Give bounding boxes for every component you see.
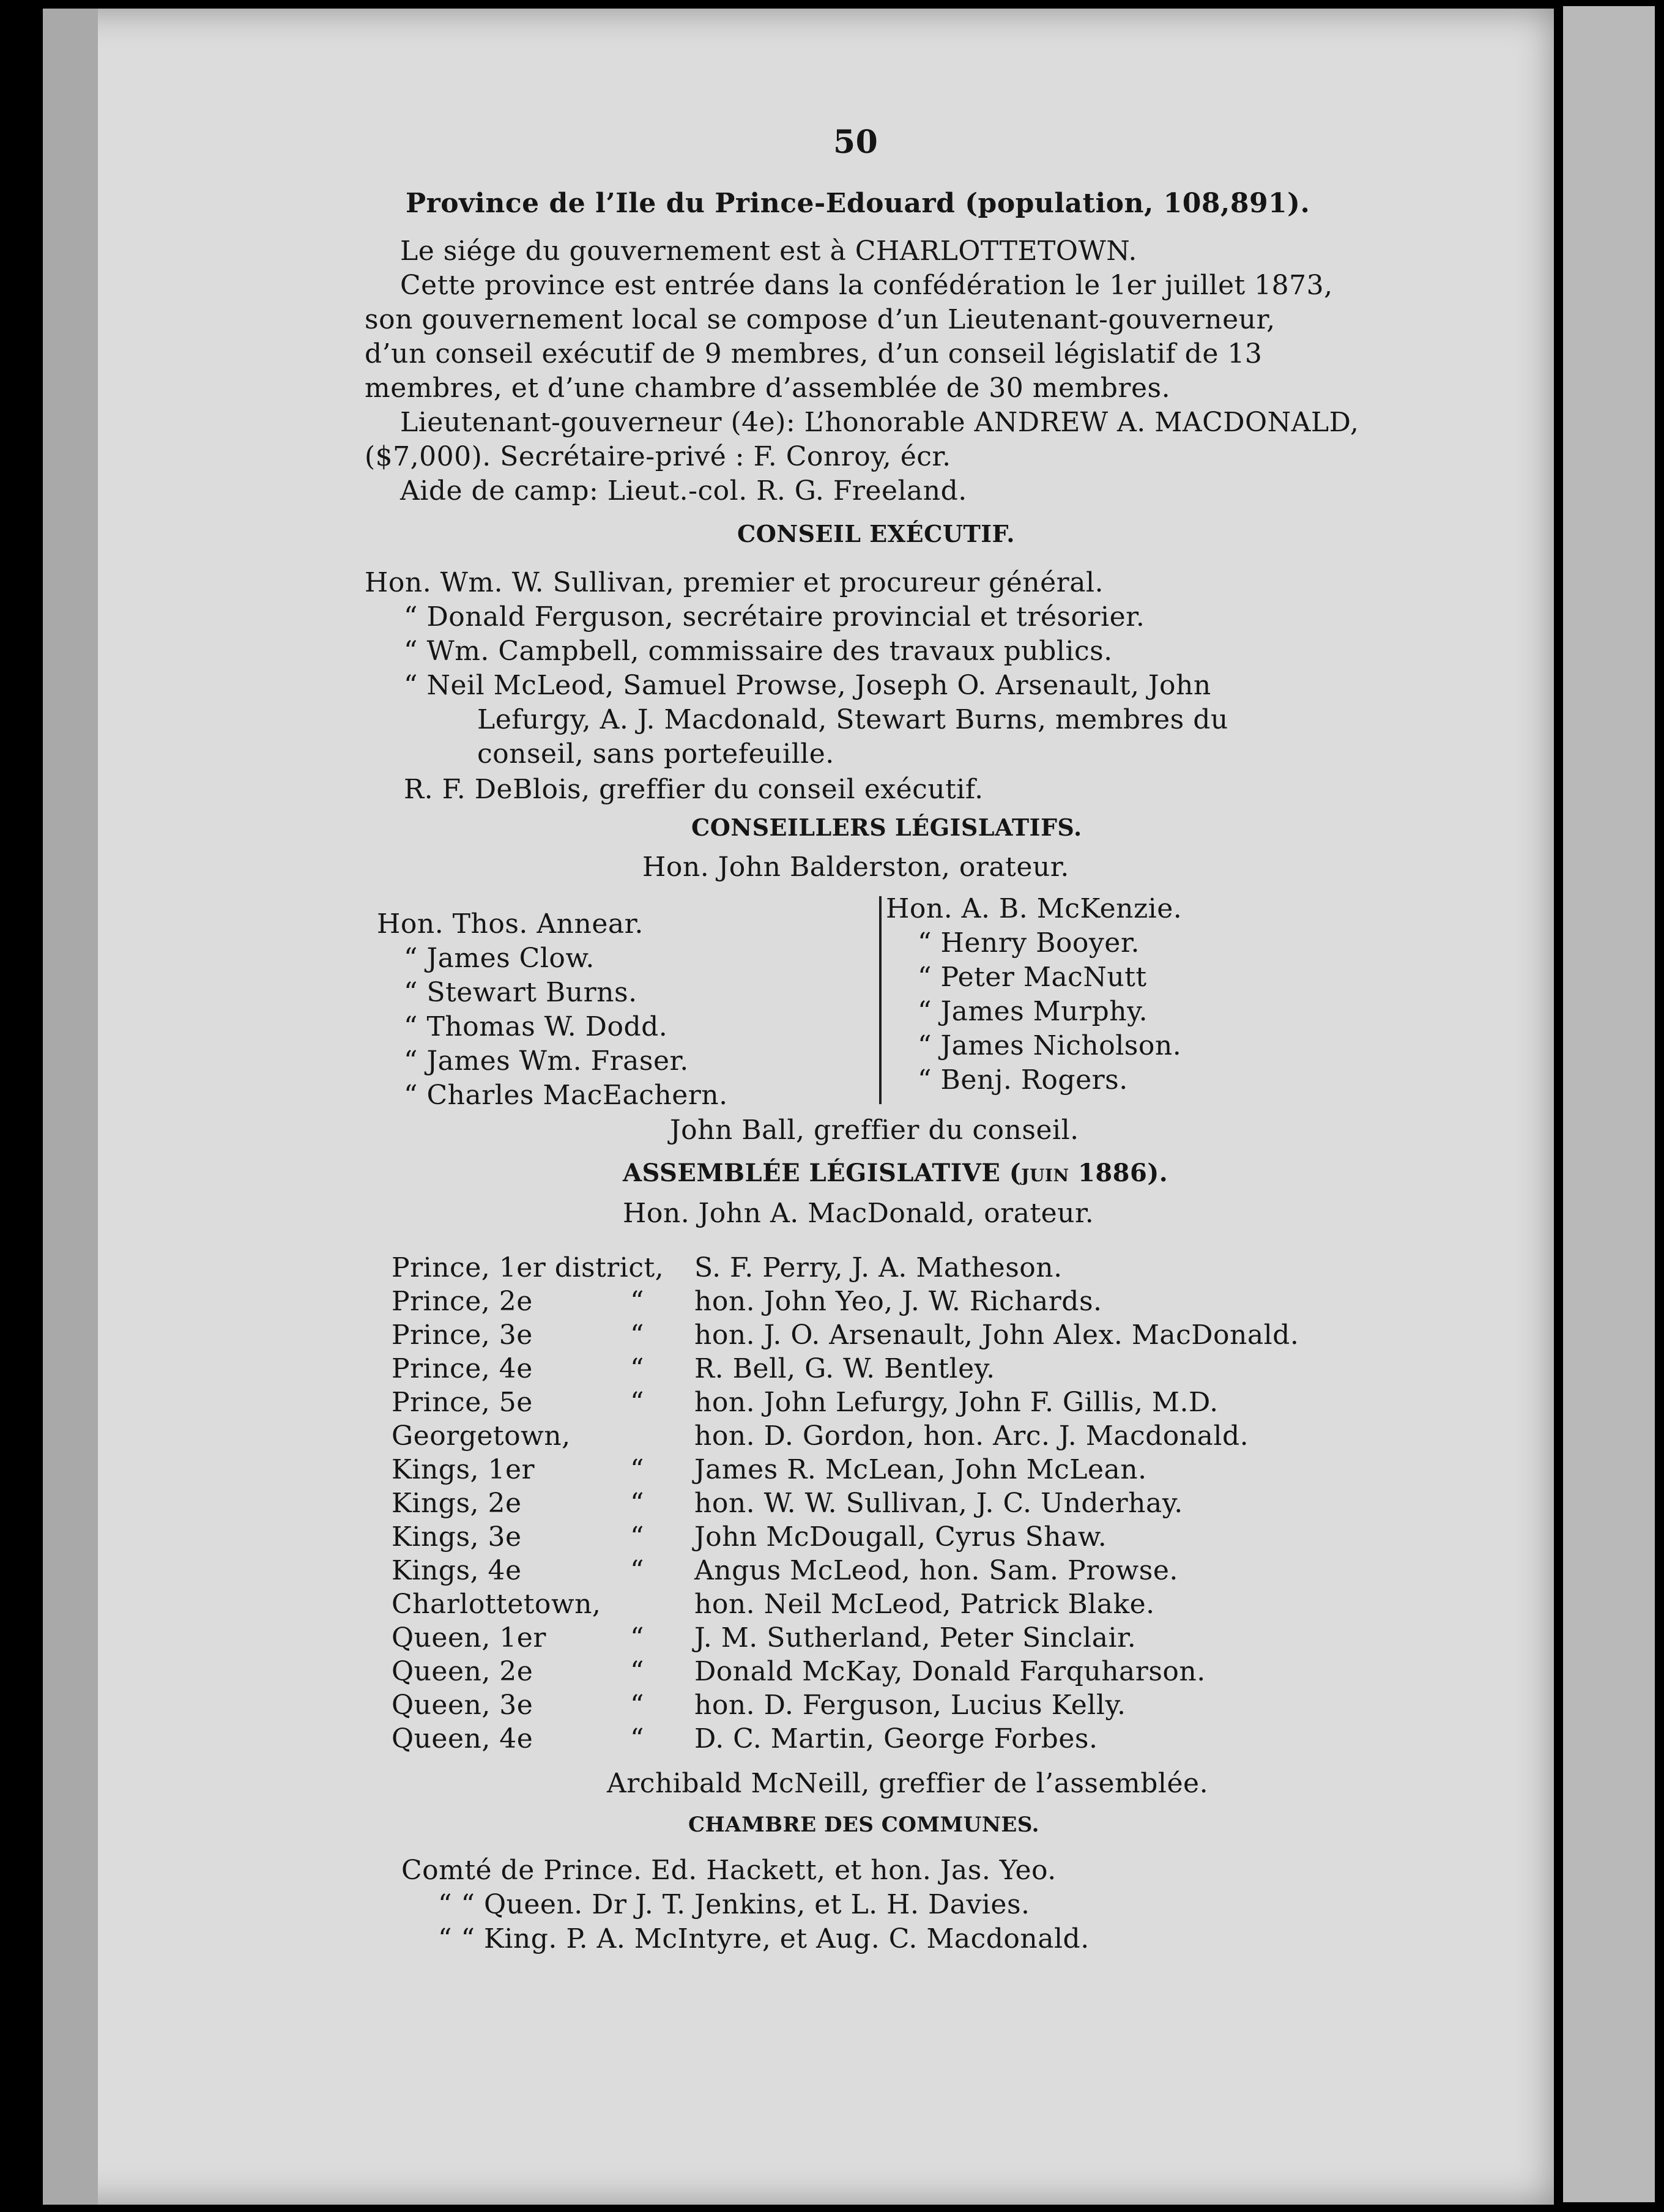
assembly-district: Queen, 4e [392, 1723, 533, 1754]
assembly-members: Angus McLeod, hon. Sam. Prowse. [694, 1555, 1178, 1586]
assembly-members: Donald McKay, Donald Farquharson. [694, 1656, 1206, 1687]
ditto-mark: “ [630, 1622, 644, 1653]
ditto-mark: “ [630, 1353, 644, 1384]
assembly-members: hon. D. Gordon, hon. Arc. J. Macdonald. [694, 1420, 1249, 1452]
assembly-members: S. F. Perry, J. A. Matheson. [694, 1252, 1063, 1283]
councillor-right: “ James Nicholson. [918, 1030, 1182, 1061]
page-title [406, 187, 1310, 221]
councillor-left: “ Stewart Burns. [404, 977, 637, 1008]
section-heading-assemblee: ASSEMBLÉE LÉGISLATIVE (juin 1886). [623, 1159, 1168, 1187]
assembly-members: hon. J. O. Arsenault, John Alex. MacDonald. [694, 1319, 1299, 1351]
councillor-right: “ James Murphy. [918, 996, 1148, 1027]
ditto-mark: “ [630, 1454, 644, 1485]
executive-line: Hon. Wm. W. Sullivan, premier et procureur général. [365, 567, 1104, 598]
ditto-mark: “ [630, 1488, 644, 1519]
council-speaker: Hon. John Balderston, orateur. [642, 852, 1069, 883]
section-heading-communes: CHAMBRE DES COMMUNES. [688, 1813, 1040, 1837]
councillor-left: “ Charles MacEachern. [404, 1080, 728, 1111]
assembly-district: Queen, 3e [392, 1690, 533, 1721]
assembly-members: J. M. Sutherland, Peter Sinclair. [694, 1622, 1137, 1653]
intro-line: ($7,000). Secrétaire-privé : F. Conroy, écr. [365, 441, 951, 472]
councillor-right: “ Henry Booyer. [918, 927, 1140, 959]
councillor-left: “ James Clow. [404, 943, 595, 974]
intro-line: d’un conseil exécutif de 9 membres, d’un conseil législatif de 13 [365, 338, 1263, 369]
intro-line: Lieutenant-gouverneur (4e): L’honorable ANDREW A. MACDONALD, [400, 407, 1359, 438]
ditto-mark: “ [630, 1521, 644, 1553]
intro-line: membres, et d’une chambre d’assemblée de 30 membres. [365, 373, 1171, 404]
councillor-right: “ Peter MacNutt [918, 962, 1147, 993]
assembly-district: Prince, 1er district, [392, 1252, 664, 1283]
assembly-district: Prince, 5e [392, 1387, 533, 1418]
executive-line: Lefurgy, A. J. Macdonald, Stewart Burns, membres du [477, 704, 1228, 735]
assembly-speaker: Hon. John A. MacDonald, orateur. [623, 1198, 1094, 1229]
assembly-district: Prince, 4e [392, 1353, 533, 1384]
intro-line: Aide de camp: Lieut.-col. R. G. Freeland. [400, 475, 967, 507]
section-heading-conseillers: CONSEILLERS LÉGISLATIFS. [691, 814, 1082, 841]
executive-line: conseil, sans portefeuille. [477, 738, 834, 770]
councillor-left: “ Thomas W. Dodd. [404, 1011, 668, 1042]
assembly-members: John McDougall, Cyrus Shaw. [694, 1521, 1107, 1553]
assembly-members: hon. John Yeo, J. W. Richards. [694, 1286, 1102, 1317]
commons-line: Comté de Prince. Ed. Hackett, et hon. Jas. Yeo. [401, 1855, 1057, 1886]
ditto-mark: “ [630, 1286, 644, 1317]
facing-page-edge [1563, 6, 1655, 2202]
assembly-members: hon. D. Ferguson, Lucius Kelly. [694, 1690, 1126, 1721]
page-gutter [43, 9, 98, 2205]
assembly-members: hon. W. W. Sullivan, J. C. Underhay. [694, 1488, 1183, 1519]
executive-line: R. F. DeBlois, greffier du conseil exécutif. [404, 774, 984, 805]
assembly-district: Queen, 2e [392, 1656, 533, 1687]
assembly-district: Kings, 4e [392, 1555, 522, 1586]
councillor-left: Hon. Thos. Annear. [377, 908, 644, 940]
section-heading-conseil-executif: CONSEIL EXÉCUTIF. [737, 520, 1015, 547]
ditto-mark: “ [630, 1319, 644, 1351]
assembly-clerk: Archibald McNeill, greffier de l’assemblée. [607, 1768, 1209, 1799]
province-title: Province de l’Ile du Prince-Edouard [406, 188, 956, 219]
page-number: 50 [833, 124, 878, 161]
assembly-district: Prince, 3e [392, 1319, 533, 1351]
population-note: (population, 108,891). [965, 188, 1310, 219]
ditto-mark: “ [630, 1723, 644, 1754]
assembly-members: hon. John Lefurgy, John F. Gillis, M.D. [694, 1387, 1219, 1418]
ditto-mark: “ [630, 1690, 644, 1721]
assembly-district: Kings, 2e [392, 1488, 522, 1519]
council-clerk: John Ball, greffier du conseil. [670, 1115, 1079, 1146]
ditto-mark: “ [630, 1555, 644, 1586]
councillor-right: Hon. A. B. McKenzie. [886, 893, 1183, 924]
assembly-members: D. C. Martin, George Forbes. [694, 1723, 1098, 1754]
ditto-mark: “ [630, 1656, 644, 1687]
councillor-right: “ Benj. Rogers. [918, 1064, 1128, 1096]
executive-line: “ Wm. Campbell, commissaire des travaux publics. [404, 636, 1113, 667]
commons-line: “ “ King. P. A. McIntyre, et Aug. C. Macdonald. [438, 1923, 1090, 1954]
assembly-district: Kings, 1er [392, 1454, 535, 1485]
assembly-district: Kings, 3e [392, 1521, 522, 1553]
commons-line: “ “ Queen. Dr J. T. Jenkins, et L. H. Davies. [438, 1889, 1030, 1920]
executive-line: “ Neil McLeod, Samuel Prowse, Joseph O. Arsenault, John [404, 670, 1211, 701]
assembly-members: hon. Neil McLeod, Patrick Blake. [694, 1589, 1155, 1620]
intro-line: Cette province est entrée dans la confédération le 1er juillet 1873, [400, 270, 1333, 301]
ditto-mark: “ [630, 1387, 644, 1418]
executive-line: “ Donald Ferguson, secrétaire provincial et trésorier. [404, 601, 1145, 633]
intro-line: son gouvernement local se compose d’un Lieutenant-gouverneur, [365, 304, 1276, 335]
assembly-members: R. Bell, G. W. Bentley. [694, 1353, 995, 1384]
assembly-district: Queen, 1er [392, 1622, 546, 1653]
assembly-members: James R. McLean, John McLean. [694, 1454, 1147, 1485]
column-divider [879, 896, 882, 1104]
assembly-district: Georgetown, [392, 1420, 571, 1452]
assembly-district: Prince, 2e [392, 1286, 533, 1317]
councillor-left: “ James Wm. Fraser. [404, 1045, 689, 1077]
assembly-district: Charlottetown, [392, 1589, 601, 1620]
intro-line: Le siége du gouvernement est à CHARLOTTETOWN. [400, 236, 1137, 267]
